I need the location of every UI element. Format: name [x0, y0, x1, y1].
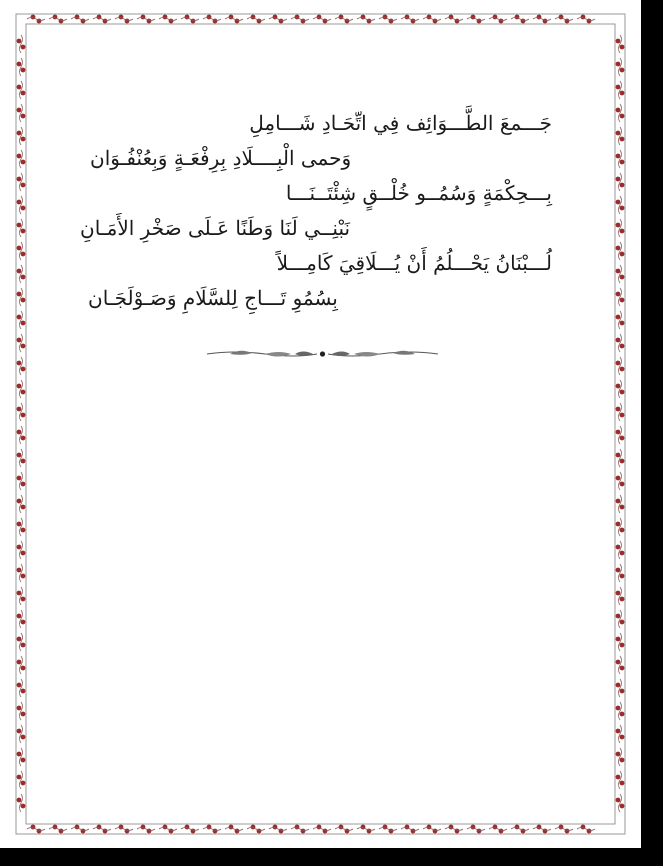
- frame-flower-icon: [616, 242, 625, 260]
- frame-flower-icon: [225, 15, 243, 24]
- frame-flower-icon: [616, 587, 625, 605]
- frame-flower-icon: [616, 725, 625, 743]
- frame-flower-icon: [17, 633, 26, 651]
- frame-flower-icon: [616, 35, 625, 53]
- frame-flower-icon: [489, 15, 507, 24]
- frame-flower-icon: [616, 541, 625, 559]
- frame-flower-icon: [467, 15, 485, 24]
- frame-flower-icon: [17, 104, 26, 122]
- verse-5: لُـــبْنَانُ يَحْـــلُمُ أَنْ يُـــلَاقِيَ كَامِـــلاً: [276, 251, 552, 275]
- frame-flower-icon: [247, 825, 265, 834]
- frame-flower-icon: [616, 104, 625, 122]
- frame-flower-icon: [616, 702, 625, 720]
- frame-flower-icon: [616, 380, 625, 398]
- frame-flower-icon: [17, 380, 26, 398]
- frame-flower-icon: [335, 825, 353, 834]
- verse-4: نَبْنِــي لَنَا وَطَنًا عَـلَى صَخْرِ الأَمَـانِ: [80, 216, 351, 240]
- frame-flower-icon: [71, 15, 89, 24]
- verse-6: بِسُمُوِ تَـــاجِ لِلسَّلَامِ وَصَـوْلَجَـان: [88, 286, 338, 310]
- frame-flower-icon: [616, 311, 625, 329]
- frame-flower-icon: [115, 15, 133, 24]
- frame-flower-icon: [17, 311, 26, 329]
- frame-flower-icon: [17, 472, 26, 490]
- frame-flower-icon: [291, 15, 309, 24]
- frame-flower-icon: [71, 825, 89, 834]
- frame-flower-icon: [17, 518, 26, 536]
- frame-flower-icon: [17, 403, 26, 421]
- frame-flower-icon: [17, 564, 26, 582]
- verse-1: جَـــمعَ الطَّـــوَائِف فِي اتِّحَـادِ شَـــامِلِ: [249, 111, 552, 135]
- frame-flower-icon: [203, 15, 221, 24]
- frame-flower-icon: [247, 15, 265, 24]
- frame-flower-icon: [577, 825, 595, 834]
- frame-flower-icon: [17, 35, 26, 53]
- frame-flower-icon: [616, 771, 625, 789]
- frame-flower-icon: [17, 495, 26, 513]
- frame-flower-icon: [137, 825, 155, 834]
- frame-flower-icon: [17, 357, 26, 375]
- frame-flower-icon: [555, 825, 573, 834]
- frame-flower-icon: [17, 541, 26, 559]
- frame-flower-icon: [93, 15, 111, 24]
- frame-flower-icon: [616, 426, 625, 444]
- frame-flower-icon: [181, 15, 199, 24]
- frame-flower-icon: [159, 15, 177, 24]
- frame-flower-icon: [616, 403, 625, 421]
- frame-flower-icon: [379, 825, 397, 834]
- frame-flower-icon: [616, 81, 625, 99]
- frame-flower-icon: [616, 58, 625, 76]
- frame-flower-icon: [489, 825, 507, 834]
- frame-flower-icon: [269, 825, 287, 834]
- frame-flower-icon: [17, 150, 26, 168]
- frame-flower-icon: [17, 81, 26, 99]
- frame-flower-icon: [313, 15, 331, 24]
- frame-flower-icon: [181, 825, 199, 834]
- frame-flower-icon: [616, 265, 625, 283]
- frame-flower-icon: [159, 825, 177, 834]
- frame-flower-icon: [137, 15, 155, 24]
- frame-flower-icon: [616, 656, 625, 674]
- frame-flower-icon: [445, 15, 463, 24]
- frame-flower-icon: [17, 219, 26, 237]
- frame-flower-icon: [17, 173, 26, 191]
- frame-flower-icon: [616, 633, 625, 651]
- frame-flower-icon: [616, 173, 625, 191]
- frame-flower-icon: [357, 825, 375, 834]
- verse-3: بِـــحِكْمَةٍ وَسُمُــو خُلْــقٍ شِئْتَــنَـــا: [285, 181, 552, 205]
- frame-flower-icon: [616, 150, 625, 168]
- frame-flower-icon: [17, 610, 26, 628]
- frame-flower-icon: [616, 127, 625, 145]
- frame-flower-icon: [423, 15, 441, 24]
- frame-flower-icon: [445, 825, 463, 834]
- frame-flower-icon: [616, 495, 625, 513]
- frame-flower-icon: [616, 748, 625, 766]
- frame-flower-icon: [379, 15, 397, 24]
- frame-flower-icon: [17, 702, 26, 720]
- frame-flower-icon: [17, 288, 26, 306]
- frame-flower-icon: [17, 127, 26, 145]
- frame-flower-icon: [616, 679, 625, 697]
- frame-flower-icon: [17, 725, 26, 743]
- frame-flower-icon: [616, 449, 625, 467]
- frame-flower-icon: [577, 15, 595, 24]
- frame-flower-icon: [555, 15, 573, 24]
- frame-flower-icon: [115, 825, 133, 834]
- frame-flower-icon: [616, 334, 625, 352]
- frame-flower-icon: [17, 748, 26, 766]
- frame-flower-icon: [17, 771, 26, 789]
- frame-flower-icon: [17, 426, 26, 444]
- frame-flower-icon: [17, 334, 26, 352]
- frame-flower-icon: [616, 472, 625, 490]
- frame-flower-icon: [203, 825, 221, 834]
- frame-flower-icon: [313, 825, 331, 834]
- frame-flower-icon: [291, 825, 309, 834]
- frame-flower-icon: [533, 15, 551, 24]
- frame-flower-icon: [401, 15, 419, 24]
- frame-flower-icon: [616, 794, 625, 812]
- frame-flower-icon: [467, 825, 485, 834]
- frame-flower-icon: [17, 449, 26, 467]
- frame-flower-icon: [533, 825, 551, 834]
- frame-flower-icon: [17, 242, 26, 260]
- frame-flower-icon: [17, 196, 26, 214]
- frame-flower-icon: [401, 825, 419, 834]
- frame-flower-icon: [17, 794, 26, 812]
- frame-flower-icon: [335, 15, 353, 24]
- frame-flower-icon: [616, 610, 625, 628]
- frame-flower-icon: [423, 825, 441, 834]
- frame-flower-icon: [17, 587, 26, 605]
- frame-flower-icon: [616, 564, 625, 582]
- frame-flower-icon: [269, 15, 287, 24]
- frame-flower-icon: [357, 15, 375, 24]
- frame-flower-icon: [49, 825, 67, 834]
- frame-flower-icon: [17, 265, 26, 283]
- poem: [80, 106, 560, 316]
- frame-flower-icon: [27, 15, 45, 24]
- frame-flower-icon: [511, 15, 529, 24]
- frame-flower-icon: [616, 219, 625, 237]
- frame-flower-icon: [616, 518, 625, 536]
- frame-flower-icon: [616, 196, 625, 214]
- frame-flower-icon: [616, 357, 625, 375]
- frame-flower-icon: [616, 288, 625, 306]
- frame-flower-icon: [17, 58, 26, 76]
- frame-flower-icon: [511, 825, 529, 834]
- frame-flower-icon: [225, 825, 243, 834]
- frame-flower-icon: [17, 679, 26, 697]
- floral-divider-icon: [205, 345, 440, 363]
- frame-flower-icon: [93, 825, 111, 834]
- frame-flower-icon: [17, 656, 26, 674]
- frame-flower-icon: [27, 825, 45, 834]
- verse-2: وَحمى الْبِــــلَادِ بِرِفْعَـةٍ وَبِعُنْفُـوَان: [90, 146, 352, 170]
- frame-flower-icon: [49, 15, 67, 24]
